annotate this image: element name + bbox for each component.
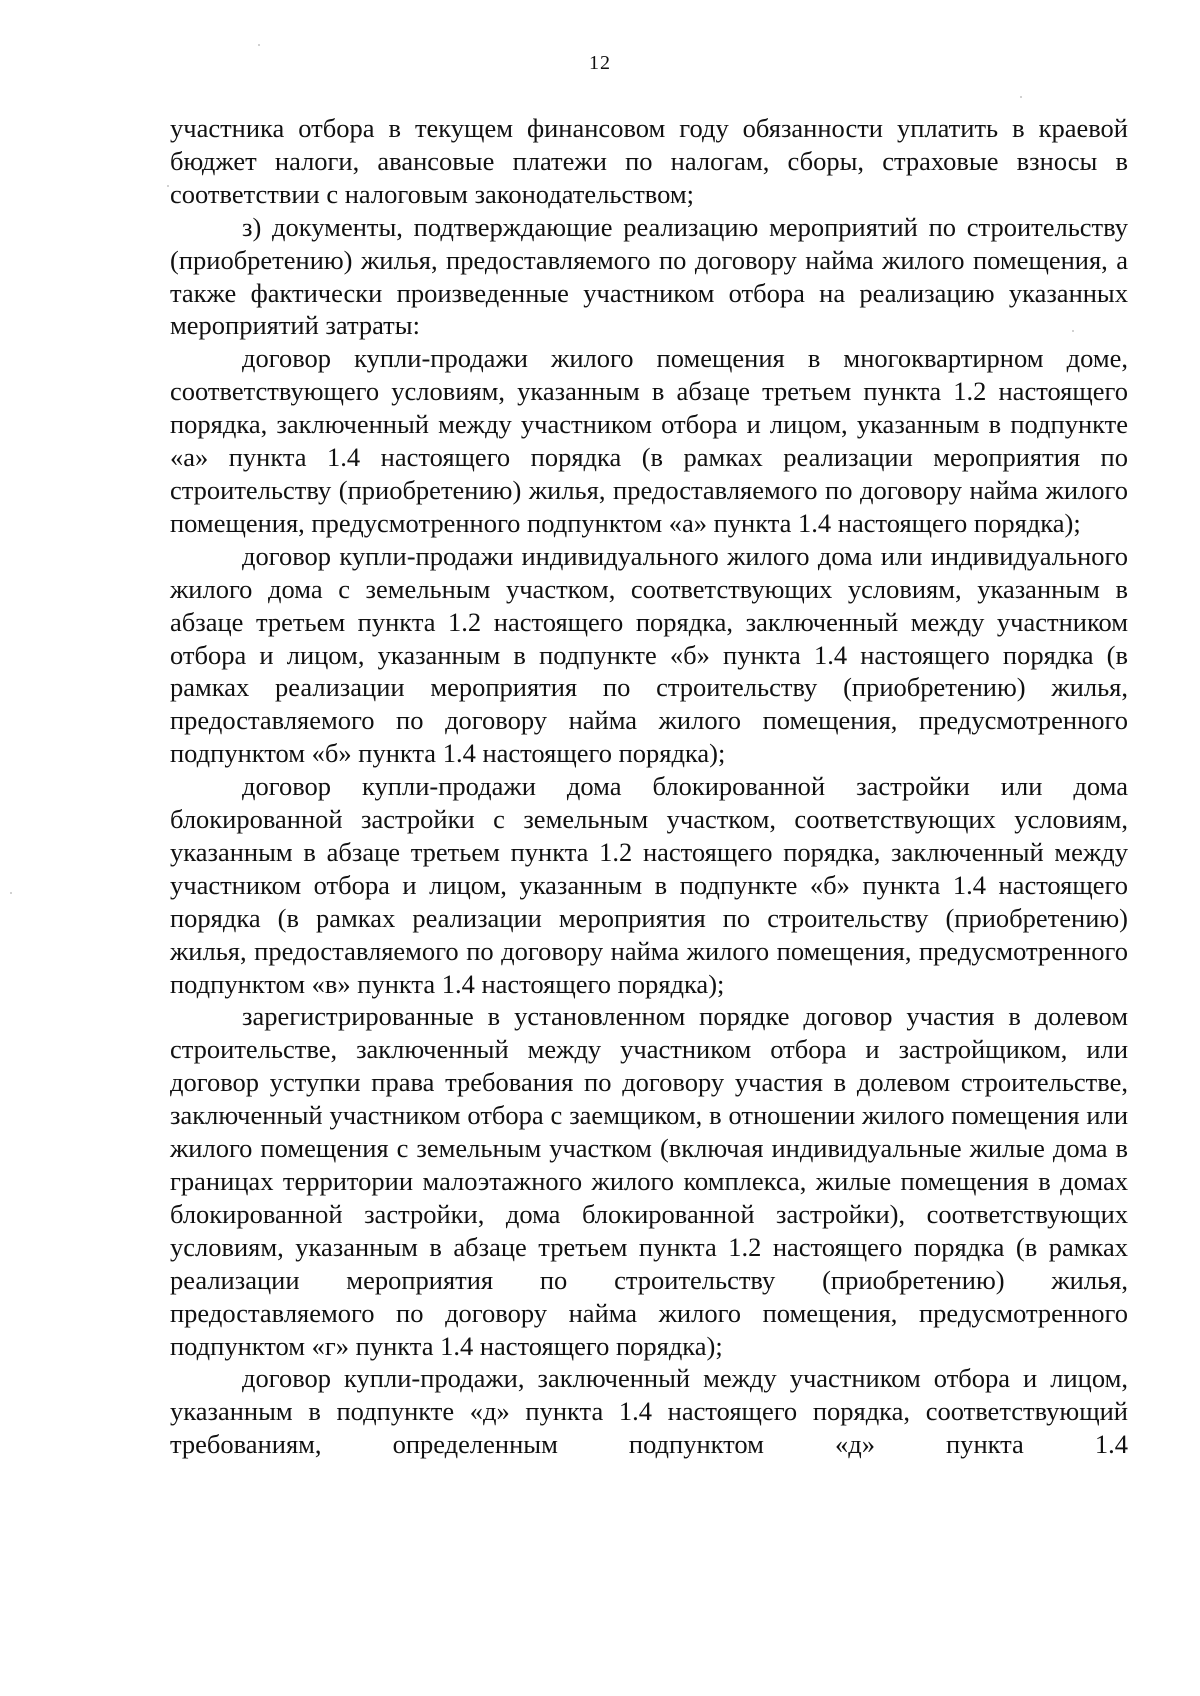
paragraph-continuation: участника отбора в текущем финансовом году обязанности уплатить в краевой бюджет налоги, авансовые платежи по налогам, сборы, страховые взносы в соответствии с налоговым законодательством; <box>170 113 1128 209</box>
page-number: 12 <box>589 52 611 74</box>
scan-speck <box>1072 330 1074 332</box>
scan-speck <box>10 892 12 894</box>
paragraph-shared-construction: зарегистрированные в установленном порядке договор участия в долевом строительстве, заключенный между участником отбора и застройщиком, или договор уступки права требования по договору участия в долевом строительстве, заключенный участником отбора с заемщиком, в отношении жилого помещения или жилого помещения с земельным участком (включая индивидуальные жилые дома в границах территории малоэтажного жилого комплекса, жилые помещения в домах блокированной застройки, дома блокированной застройки), соответствующих условиям, указанным в абзаце третьем пункта 1.2 настоящего порядка (в рамках реализации мероприятия по строительству (приобретению) жилья, предоставляемого по договору найма жилого помещения, предусмотренного подпунктом «г» пункта 1.4 настоящего порядка); <box>170 1001 1128 1361</box>
scan-speck <box>1020 96 1022 98</box>
scan-speck <box>258 44 260 46</box>
paragraph-item-z: з) документы, подтверждающие реализацию мероприятий по строительству (приобретению) жилья, предоставляемого по договору найма жилого помещения, а также фактически произведенные участником отбора на реализацию указанных мероприятий затраты: <box>170 211 1128 341</box>
document-body <box>170 112 1128 1461</box>
scan-speck <box>167 185 169 187</box>
paragraph-contract-individual-house: договор купли-продажи индивидуального жилого дома или индивидуального жилого дома с земельным участком, соответствующих условиям, указанным в абзаце третьем пункта 1.2 настоящего порядка, заключенный между участником отбора и лицом, указанным в подпункте «б» пункта 1.4 настоящего порядка (в рамках реализации мероприятия по строительству (приобретению) жилья, предоставляемого по договору найма жилого помещения, предусмотренного подпунктом «б» пункта 1.4 настоящего порядка); <box>170 540 1128 769</box>
paragraph-contract-apartment: договор купли-продажи жилого помещения в многоквартирном доме, соответствующего условиям, указанным в абзаце третьем пункта 1.2 настоящего порядка, заключенный между участником отбора и лицом, указанным в подпункте «а» пункта 1.4 настоящего порядка (в рамках реализации мероприятия по строительству (приобретению) жилья, предоставляемого по договору найма жилого помещения, предусмотренного подпунктом «а» пункта 1.4 настоящего порядка); <box>170 343 1128 538</box>
paragraph-contract-sale: договор купли-продажи, заключенный между участником отбора и лицом, указанным в подпункте «д» пункта 1.4 настоящего порядка, соответствующий требованиям, определенным подпунктом «д» пункта 1.4 <box>170 1363 1128 1460</box>
paragraph-contract-blocked-house: договор купли-продажи дома блокированной застройки или дома блокированной застройки с земельным участком, соответствующих условиям, указанным в абзаце третьем пункта 1.2 настоящего порядка, заключенный между участником отбора и лицом, указанным в подпункте «б» пункта 1.4 настоящего порядка (в рамках реализации мероприятия по строительству (приобретению) жилья, предоставляемого по договору найма жилого помещения, предусмотренного подпунктом «в» пункта 1.4 настоящего порядка); <box>170 771 1128 999</box>
